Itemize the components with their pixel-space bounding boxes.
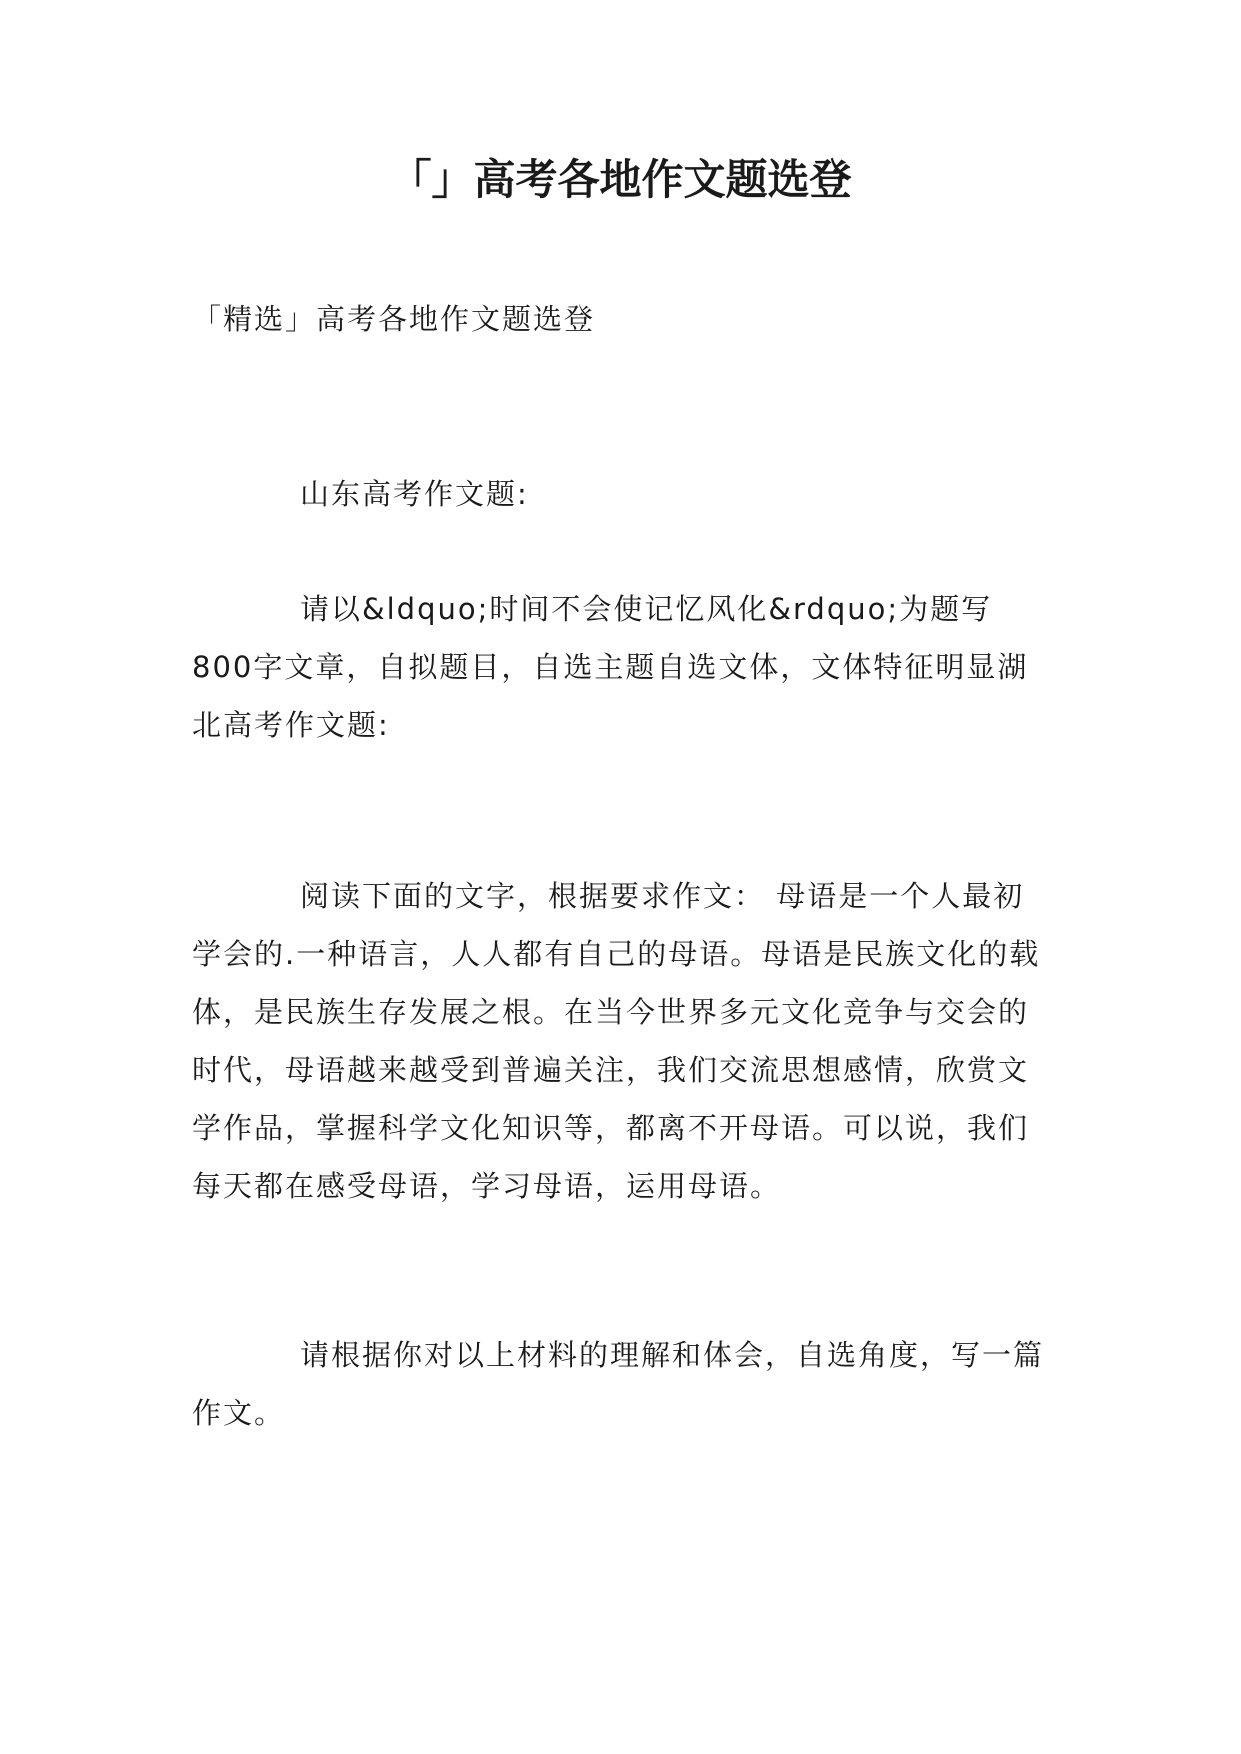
paragraph-shandong-heading: 山东高考作文题: <box>300 477 529 511</box>
document-title: 「」高考各地作文题选登 <box>389 155 852 204</box>
paragraph-hubei-requirement: 请根据你对以上材料的理解和体会，自选角度，写一篇作文。 <box>192 1338 1045 1430</box>
paragraph-shandong-prompt: 请以&ldquo;时间不会使记忆风化&rdquo;为题写800字文章，自拟题目，自选主题自选文体，文体特征明显湖北高考作文题: <box>192 592 1029 742</box>
paragraph-hubei-material: 阅读下面的文字，根据要求作文： 母语是一个人最初学会的.一种语言，人人都有自己的母语。母语是民族文化的载体，是民族生存发展之根。在当今世界多元文化竞争与交会的时代，母语越来越受到普遍关注，我们交流思想感情，欣赏文学作品，掌握科学文化知识等，都离不开母语。可以说，我们每天都在感受母语，学习母语，运用母语。 <box>192 879 1041 1203</box>
document-subtitle: 「精选」高考各地作文题选登 <box>192 302 596 336</box>
